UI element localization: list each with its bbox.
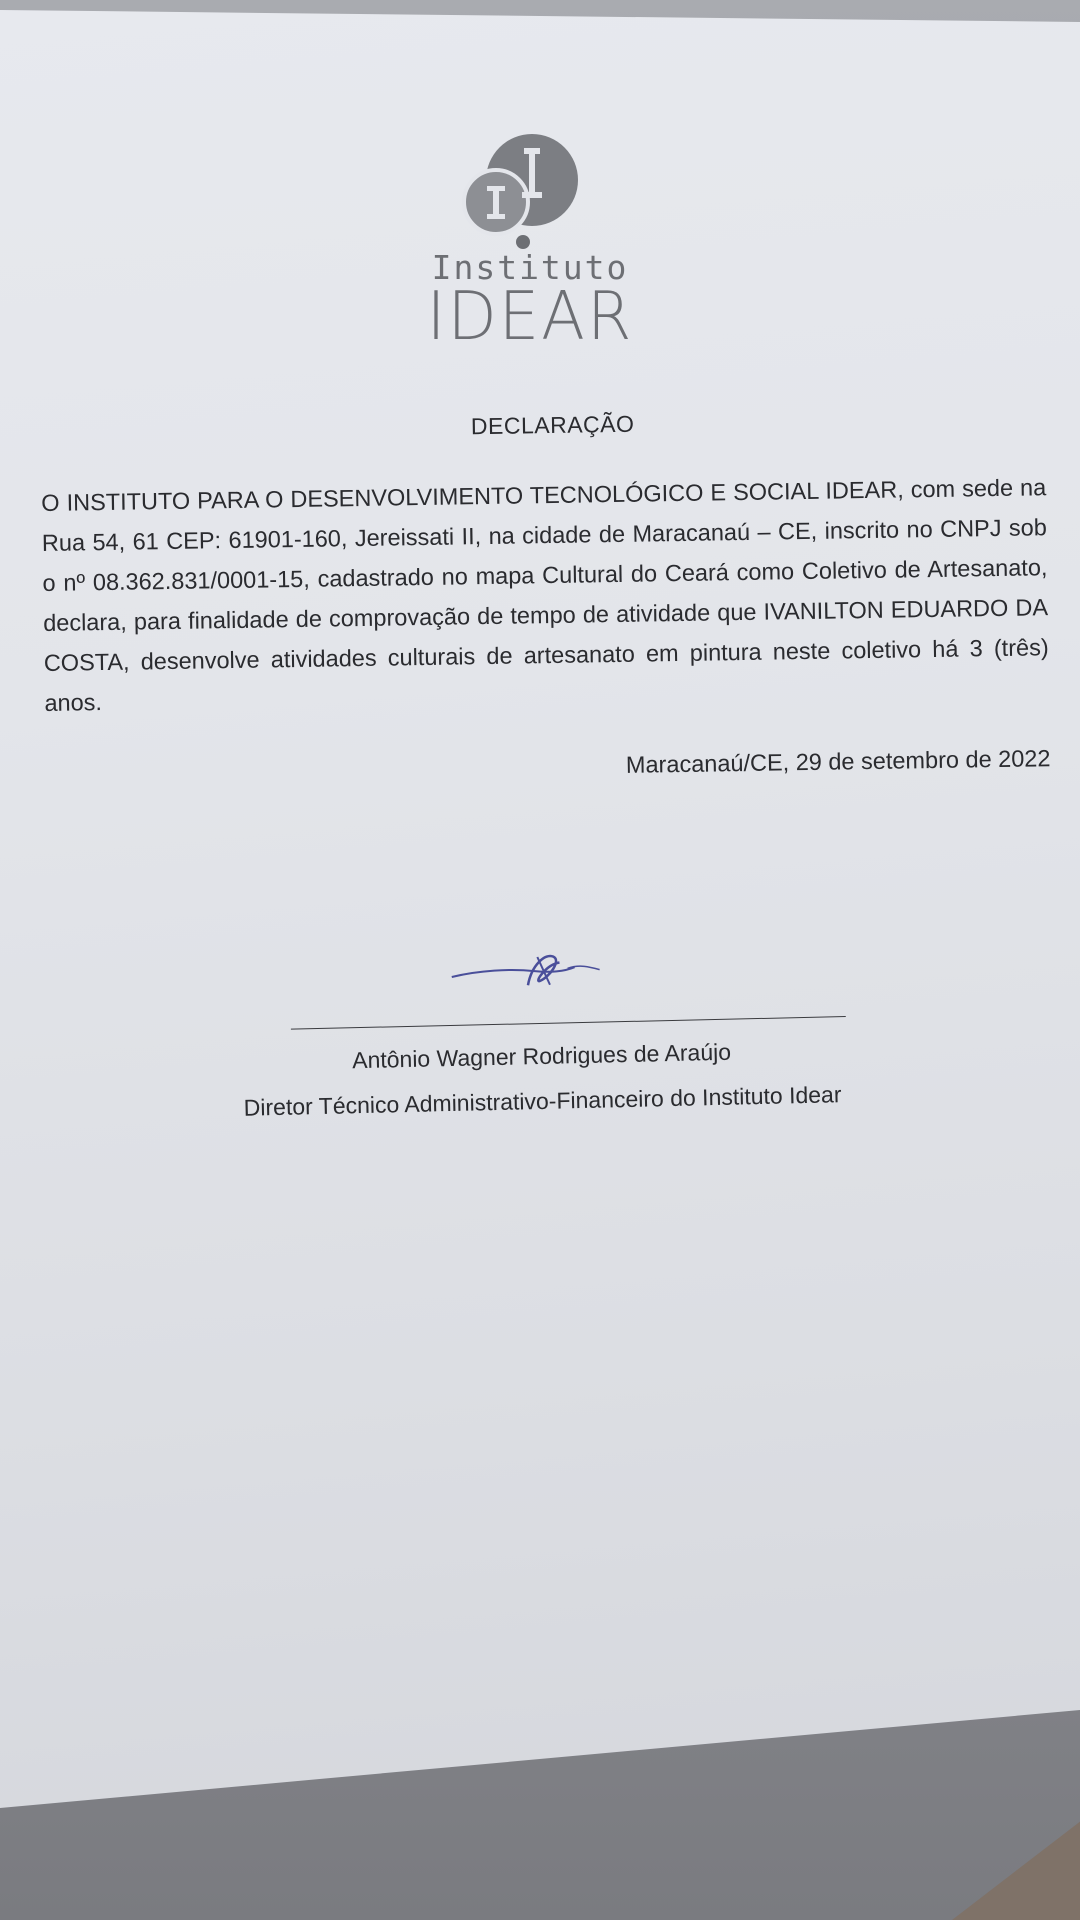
handwritten-signature bbox=[449, 933, 610, 997]
signatory-name: Antônio Wagner Rodrigues de Araújo bbox=[351, 1038, 732, 1074]
declaration-content bbox=[40, 404, 1051, 788]
declaration-body: O INSTITUTO PARA O DESENVOLVIMENTO TECNOLÓGICO E SOCIAL IDEAR, com sede na Rua 54, 61 CEP: 61901-160, Jereissati II, na cidade de Maracanaú – CE, inscrito no CNPJ sob o nº 08.362.831/0001-15, cadastrado no mapa Cultural do Ceará como Coletivo de Artesanato, declara, para finalidade de comprovação de tempo de atividade que IVANILTON EDUARDO DA COSTA, desenvolve atividades culturais de artesanato em pintura neste coletivo há 3 (três) anos. bbox=[41, 474, 1049, 716]
logo-mark-icon bbox=[420, 130, 640, 250]
document-title: DECLARAÇÃO bbox=[470, 410, 635, 440]
signatory-role: Diretor Técnico Administrativo-Financeiro do Instituto Idear bbox=[243, 1081, 842, 1121]
logo-text-idear: IDEAR bbox=[426, 278, 634, 356]
institute-logo bbox=[420, 130, 640, 355]
place-date-line: Maracanaú/CE, 29 de setembro de 2022 bbox=[625, 745, 1051, 778]
logo-text-instituto: Instituto bbox=[431, 248, 629, 287]
